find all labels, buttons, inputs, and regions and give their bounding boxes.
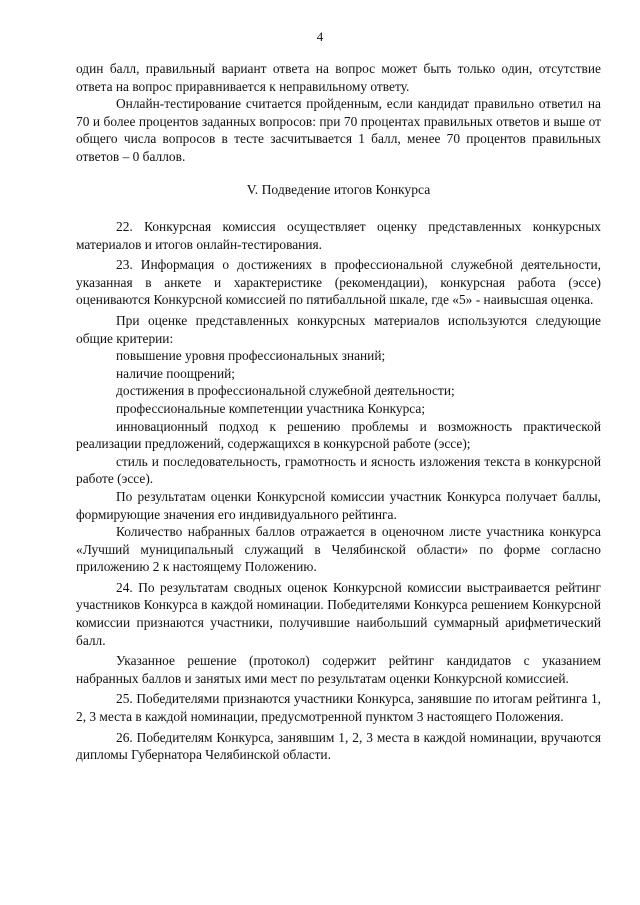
section-heading: V. Подведение итогов Конкурса <box>246 182 431 197</box>
page-number: 4 <box>316 29 324 44</box>
criteria-item: достижения в профессиональной служебной деятельности; <box>116 383 455 399</box>
paragraph-23: 23. Информация о достижениях в профессиональной служебной деятельности, указанная в анкете и характеристике (рекомендации), конкурсная работа (эссе) оцениваются Конкурсной комиссией по пятибалльной шкале, где «5» - наивысшая оценка. <box>76 257 601 308</box>
top-text-block <box>76 60 601 166</box>
paragraph-24: 24. По результатам сводных оценок Конкурсной комиссии выстраивается рейтинг участников Конкурса в каждой номинации. Победителями Конкурса решением Конкурсной комиссии признаются участники, получившие наибольший суммарный арифметический балл. <box>76 579 601 648</box>
paragraph-26: 26. Победителям Конкурса, занявшим 1, 2, 3 места в каждой номинации, вручаются дипломы Губернатора Челябинской области. <box>76 729 601 763</box>
criteria-item: повышение уровня профессиональных знаний; <box>116 348 386 364</box>
paragraph-results: По результатам оценки Конкурсной комиссии участник Конкурса получает баллы, формирующие значения его индивидуального рейтинга. <box>76 488 601 522</box>
criteria-item: профессиональные компетенции участника Конкурса; <box>116 400 426 416</box>
criteria-item: стиль и последовательность, грамотность и ясность изложения текста в конкурсной работе (эссе). <box>76 453 601 487</box>
paragraph-score-sheet: Количество набранных баллов отражается в оценочном листе участника конкурса «Лучший муниципальный служащий в Челябинской области» по форме согласно приложению 2 к настоящему Положению. <box>76 524 601 575</box>
main-text-block <box>76 218 601 764</box>
criteria-item: наличие поощрений; <box>116 365 235 381</box>
criteria-item: инновационный подход к решению проблемы и возможность практической реализации предложений, содержащихся в конкурсной работе (эссе); <box>76 418 601 452</box>
paragraph: Онлайн-тестирование считается пройденным, если кандидат правильно ответил на 70 и более процентов заданных вопросов: при 70 процентах правильных ответов и выше от общего числа вопросов в тесте засчитывается 1 балл, менее 70 процентов правильных ответов – 0 баллов. <box>76 96 601 164</box>
paragraph-22: 22. Конкурсная комиссия осуществляет оценку представленных конкурсных материалов и итогов онлайн-тестирования. <box>76 219 601 252</box>
paragraph: один балл, правильный вариант ответа на вопрос может быть только один, отсутствие ответа на вопрос приравнивается к неправильному ответу. <box>76 61 601 94</box>
paragraph-protocol: Указанное решение (протокол) содержит рейтинг кандидатов с указанием набранных баллов и занятых ими мест по результатам оценки Конкурсной комиссией. <box>76 653 601 686</box>
paragraph-25: 25. Победителями признаются участники Конкурса, занявшие по итогам рейтинга 1, 2, 3 места в каждой номинации, предусмотренной пунктом 3 настоящего Положения. <box>76 691 601 725</box>
paragraph-criteria-intro: При оценке представленных конкурсных материалов используются следующие общие критерии: <box>76 312 601 346</box>
